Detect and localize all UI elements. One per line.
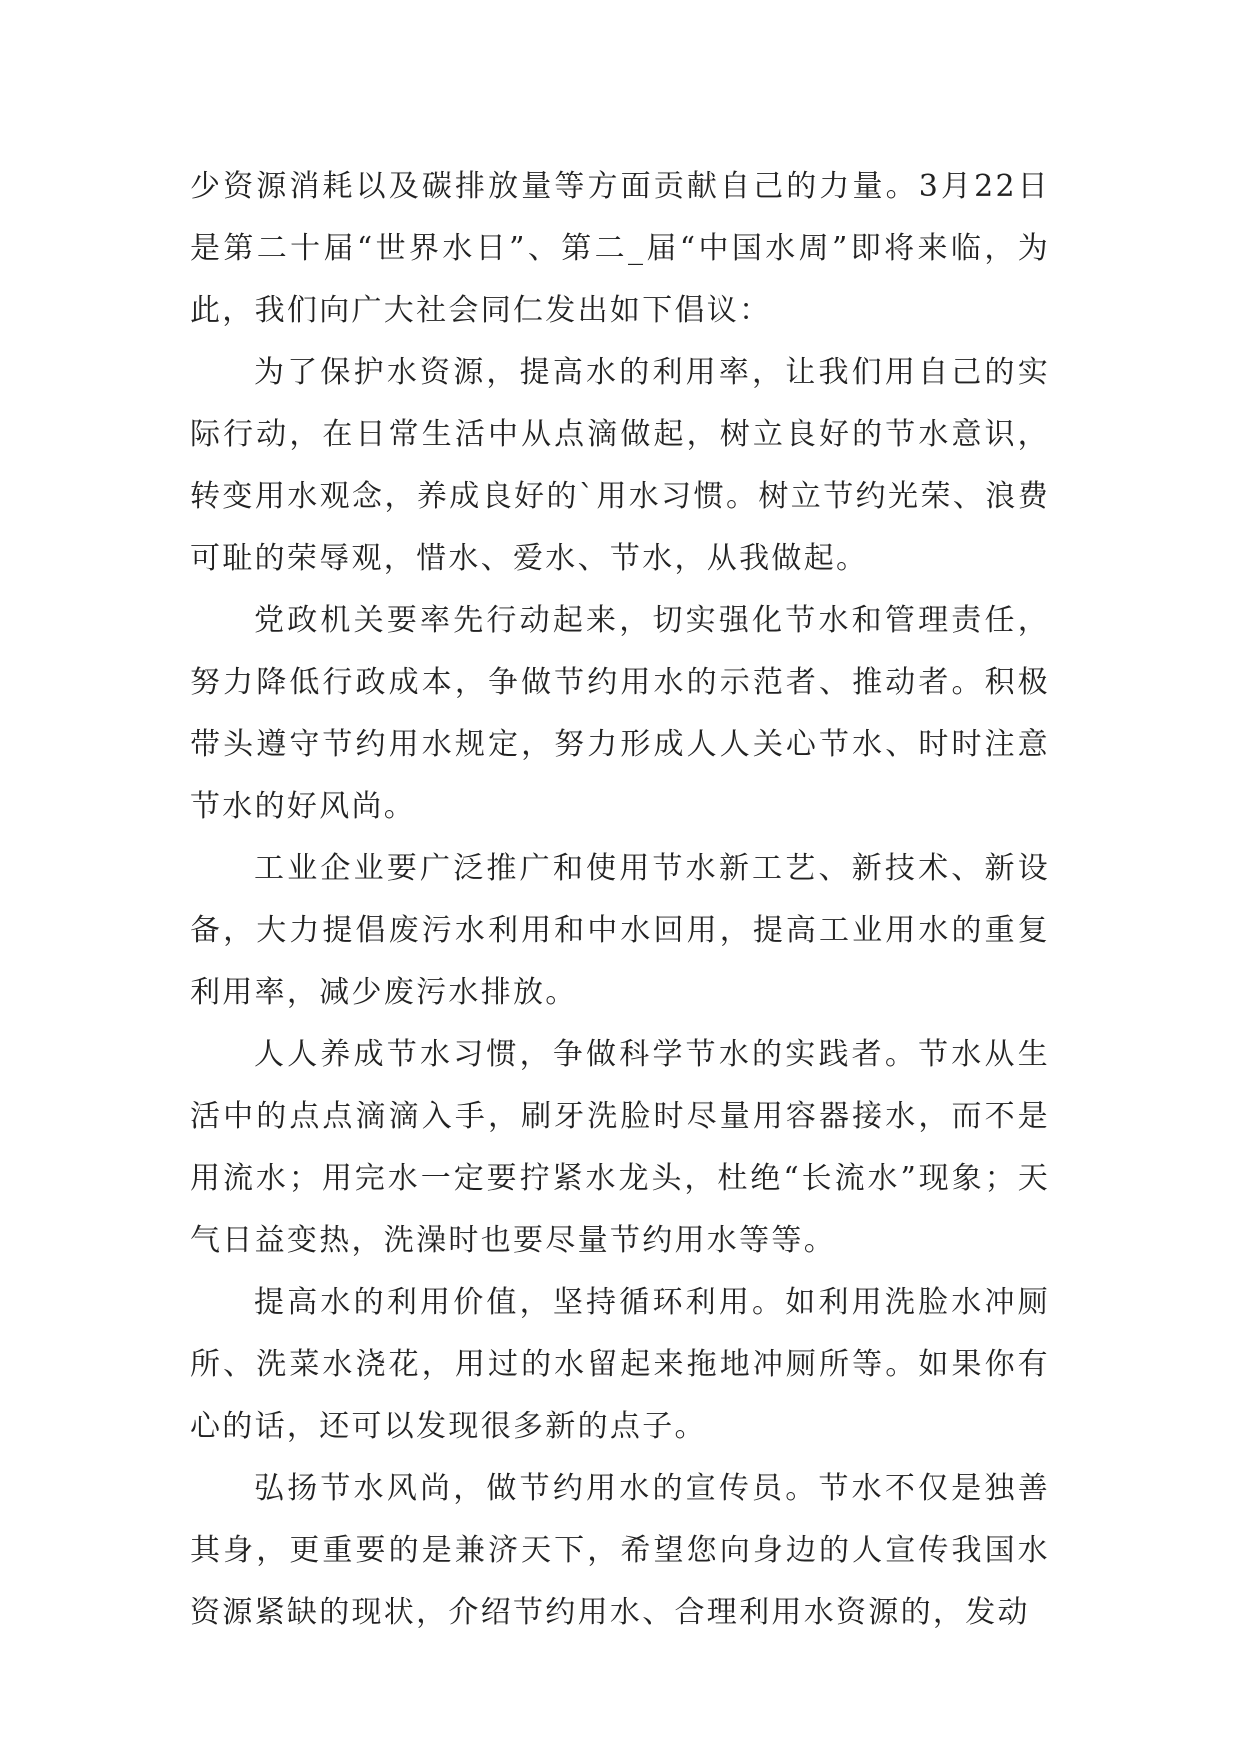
paragraph-recycling: 提高水的利用价值，坚持循环利用。如利用洗脸水冲厕所、洗菜水浇花，用过的水留起来拖地冲厕所等。如果你有心的话，还可以发现很多新的点子。 bbox=[190, 1285, 1050, 1444]
document-body bbox=[190, 156, 1050, 1644]
paragraph-industrial-enterprises: 工业企业要广泛推广和使用节水新工艺、新技术、新设备，大力提倡废污水利用和中水回用，提高工业用水的重复利用率，减少废污水排放。 bbox=[190, 851, 1050, 1010]
paragraph-protect-water: 为了保护水资源，提高水的利用率，让我们用自己的实际行动，在日常生活中从点滴做起，树立良好的节水意识，转变用水观念，养成良好的`用水习惯。树立节约光荣、浪费可耻的荣辱观，惜水、爱水、节水，从我做起。 bbox=[190, 355, 1050, 576]
paragraph-promotion: 弘扬节水风尚，做节约用水的宣传员。节水不仅是独善其身，更重要的是兼济天下，希望您向身边的人宣传我国水资源紧缺的现状，介绍节约用水、合理利用水资源的，发动 bbox=[190, 1471, 1050, 1630]
paragraph-continuation: 少资源消耗以及碳排放量等方面贡献自己的力量。3月22日是第二十届“世界水日”、第二_届“中国水周”即将来临，为此，我们向广大社会同仁发出如下倡议： bbox=[190, 169, 1050, 328]
paragraph-personal-habits: 人人养成节水习惯，争做科学节水的实践者。节水从生活中的点点滴滴入手，刷牙洗脸时尽量用容器接水，而不是用流水；用完水一定要拧紧水龙头，杜绝“长流水”现象；天气日益变热，洗澡时也要尽量节约用水等等。 bbox=[190, 1037, 1050, 1258]
paragraph-government-agencies: 党政机关要率先行动起来，切实强化节水和管理责任，努力降低行政成本，争做节约用水的示范者、推动者。积极带头遵守节约用水规定，努力形成人人关心节水、时时注意节水的好风尚。 bbox=[190, 603, 1050, 824]
